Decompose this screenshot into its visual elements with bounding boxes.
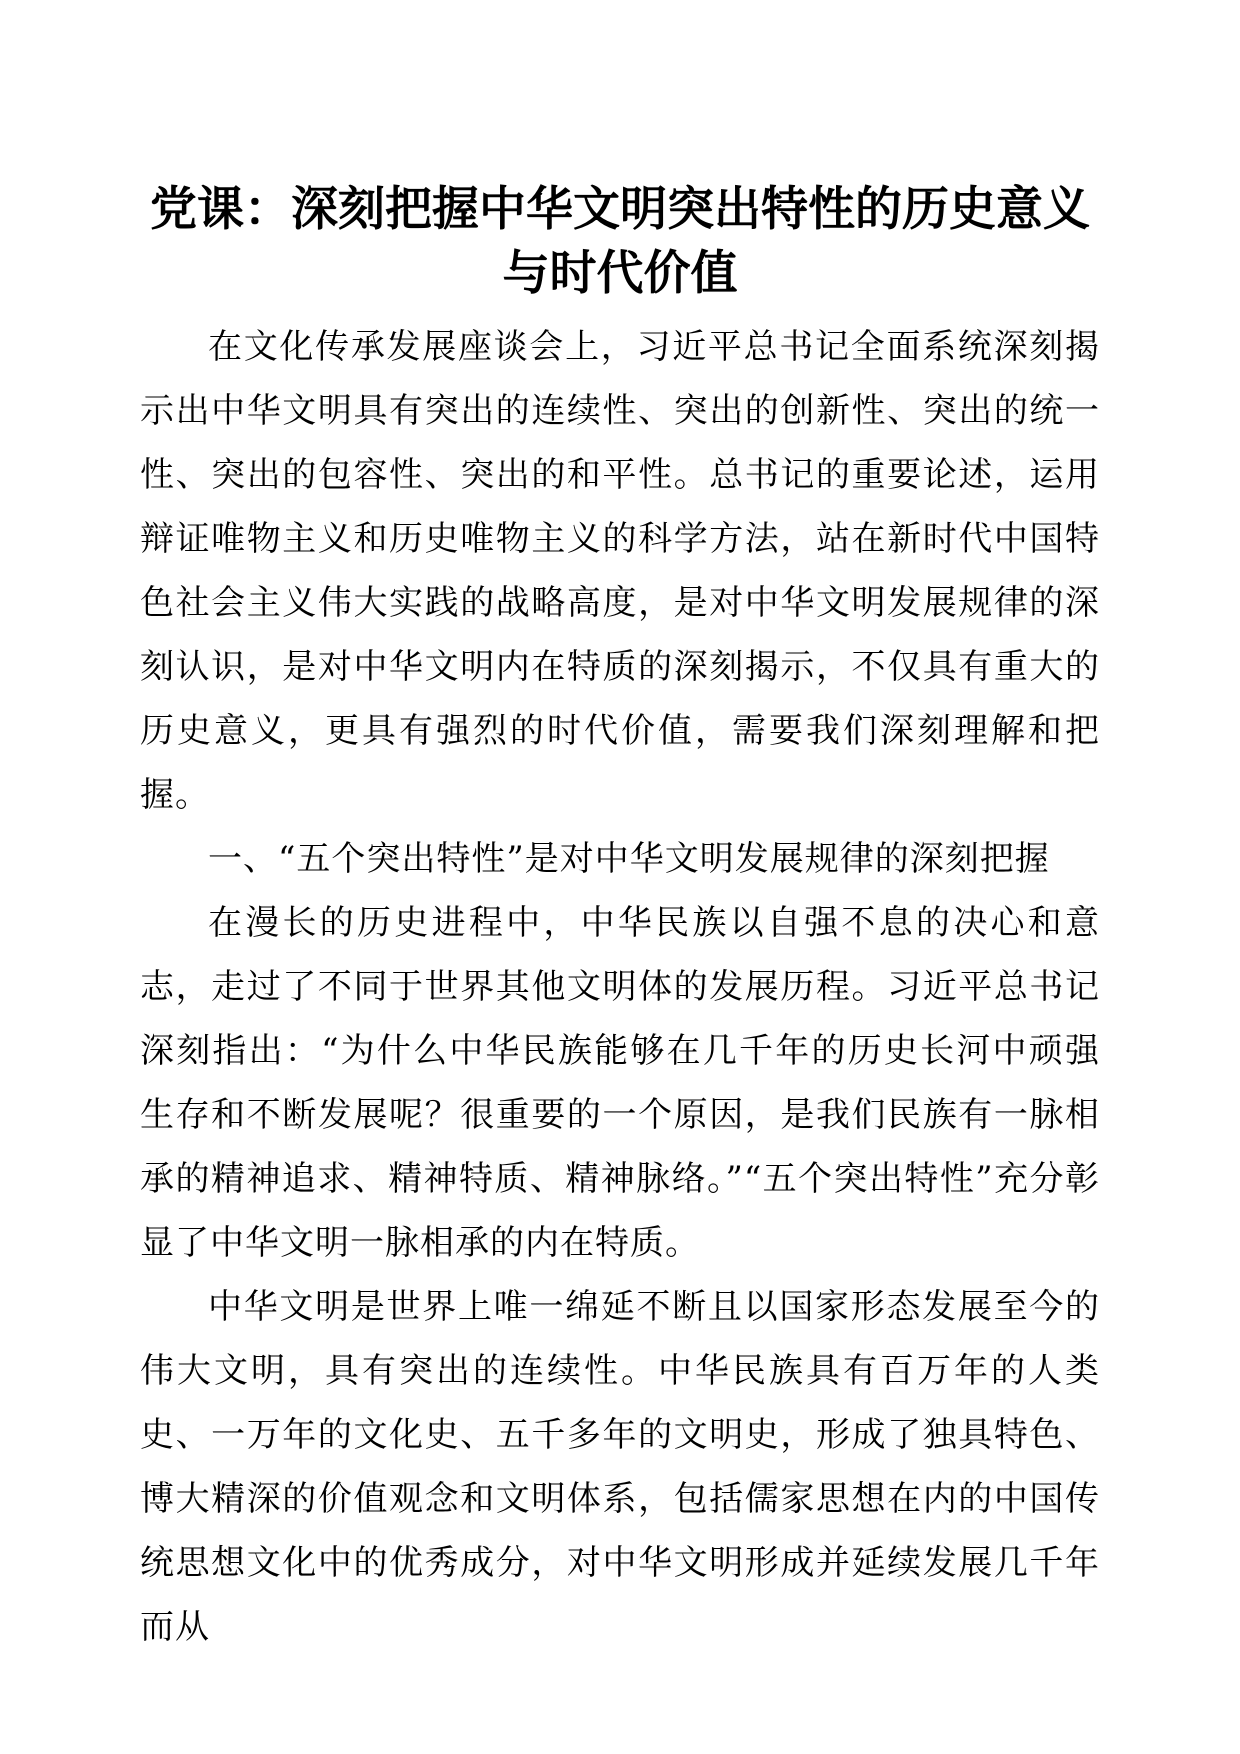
paragraph-history: 在漫长的历史进程中，中华民族以自强不息的决心和意志，走过了不同于世界其他文明体的发展历程。习近平总书记深刻指出：“为什么中华民族能够在几千年的历史长河中顽强生存和不断发展呢？很重要的一个原因，是我们民族有一脉相承的精神追求、精神特质、精神脉络。”“五个突出特性”充分彰显了中华文明一脉相承的内在特质。 (140, 903, 1100, 1263)
paragraph-continuity: 中华文明是世界上唯一绵延不断且以国家形态发展至今的伟大文明，具有突出的连续性。中华民族具有百万年的人类史、一万年的文化史、五千多年的文明史，形成了独具特色、博大精深的价值观念和文明体系，包括儒家思想在内的中国传统思想文化中的优秀成分，对中华文明形成并延续发展几千年而从 (140, 1287, 1100, 1647)
paragraph-intro: 在文化传承发展座谈会上，习近平总书记全面系统深刻揭示出中华文明具有突出的连续性、突出的创新性、突出的统一性、突出的包容性、突出的和平性。总书记的重要论述，运用辩证唯物主义和历史唯物主义的科学方法，站在新时代中国特色社会主义伟大实践的战略高度，是对中华文明发展规律的深刻认识，是对中华文明内在特质的深刻揭示，不仅具有重大的历史意义，更具有强烈的时代价值，需要我们深刻理解和把握。 (140, 327, 1100, 815)
document-body (140, 315, 1100, 1659)
section-heading-1: 一、“五个突出特性”是对中华文明发展规律的深刻把握 (208, 839, 1050, 879)
document-title: 党课：深刻把握中华文明突出特性的历史意义与时代价值 (150, 182, 1090, 301)
